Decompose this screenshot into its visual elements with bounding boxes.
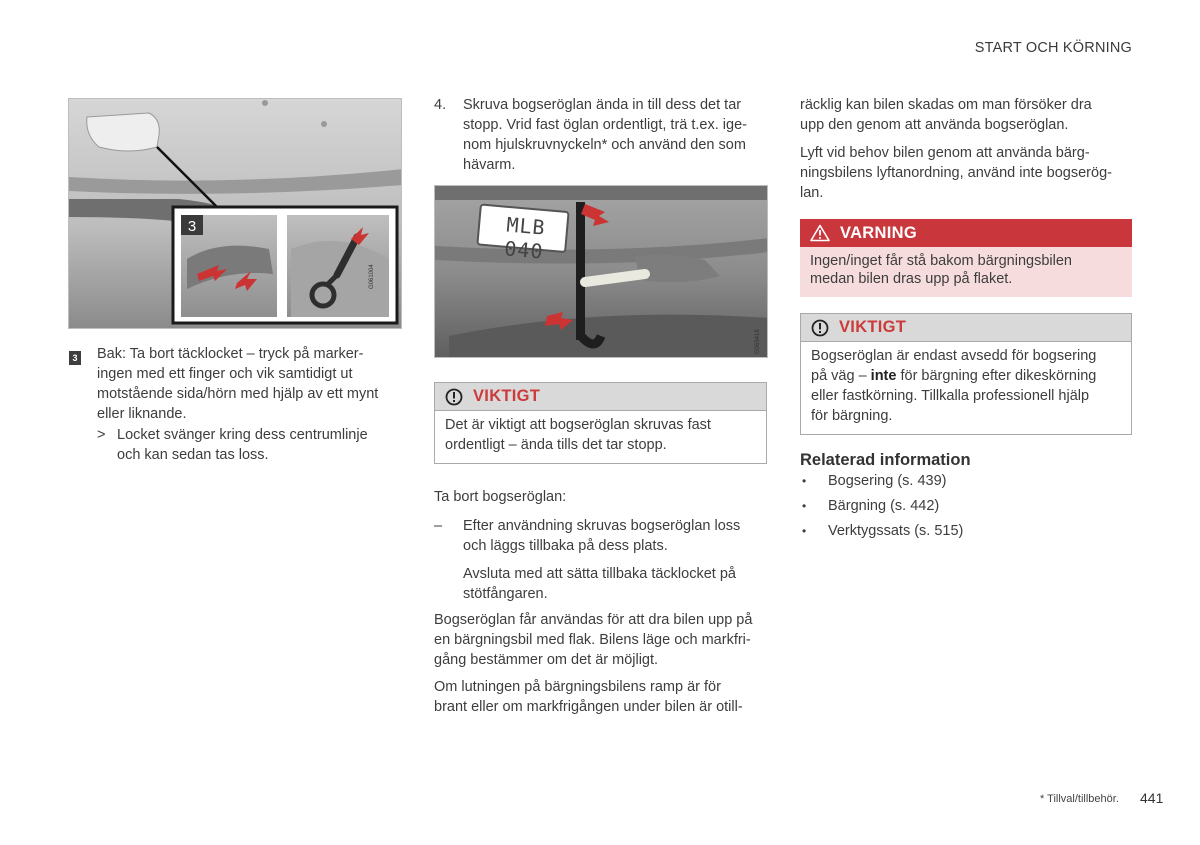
viktigt-title: VIKTIGT: [473, 387, 541, 405]
figure-code: G065418: [755, 329, 761, 354]
varning-body: Ingen/inget får stå bakom bärgningsbilen medan bilen dras upp på flaket.: [800, 247, 1132, 297]
related-info-heading: Relaterad information: [800, 451, 971, 469]
bullet-icon: •: [802, 524, 807, 538]
figure-code: G061004: [369, 264, 375, 289]
paragraph-flatbed: Bogseröglan får användas för att dra bilen upp på en bärgningsbil med flak. Bilens läge och markfri- gång bestämmer om det är möjligt.: [434, 612, 753, 668]
result-marker: >: [97, 427, 106, 443]
step-4-text: Skruva bogseröglan ända in till dess det tar stopp. Vrid fast öglan ordentligt, trä t.ex. ige- nom hjulskruvnyckeln* och använd den som hävarm.: [463, 97, 747, 173]
related-link-bargning[interactable]: • Bärgning (s. 442): [802, 498, 940, 514]
step-4-number: 4.: [434, 97, 447, 113]
bullet-icon: •: [802, 474, 807, 488]
tow-eye-illustration: [435, 186, 768, 358]
paragraph-continued: räcklig kan bilen skadas om man försöker dra upp den genom att använda bogseröglan.: [800, 97, 1092, 133]
step-result-text: Locket svänger kring dess centrumlinje och kan sedan tas loss.: [117, 427, 368, 463]
paragraph-ramp: Om lutningen på bärgningsbilens ramp är för brant eller om markfrigången under bilen är otill-: [434, 679, 743, 715]
varning-title: VARNING: [840, 223, 917, 242]
viktigt-box-1: [434, 382, 767, 464]
related-link-bogsering[interactable]: • Bogsering (s. 439): [802, 473, 947, 489]
remove-heading: Ta bort bogseröglan:: [434, 489, 567, 505]
viktigt-body: Det är viktigt att bogseröglan skruvas fast ordentligt – ända tills det tar stopp.: [445, 417, 711, 453]
varning-box: [800, 219, 1132, 297]
related-info-list: [800, 471, 1130, 546]
footnote: * Tillval/tillbehör.: [1040, 793, 1119, 805]
page-number: 441: [1140, 790, 1164, 806]
rear-bumper-illustration: [69, 99, 402, 329]
remove-dash: –: [434, 518, 443, 534]
section-title: START OCH KÖRNING: [974, 40, 1132, 56]
viktigt-title: VIKTIGT: [839, 318, 907, 336]
tow-eye-figure: [434, 185, 768, 358]
viktigt-header: [435, 383, 766, 411]
remove-step-text: Efter användning skruvas bogseröglan loss och läggs tillbaka på dess plats. Avsluta med att sätta tillbaka täcklocket på stötfångaren.: [463, 518, 741, 602]
inset-number: 3: [187, 218, 197, 235]
viktigt-body: Bogseröglan är endast avsedd för bogsering på väg – inte för bärgning efter dikeskörning eller fastkörning. Tillkalla professionell hjälp för bärgning.: [811, 348, 1097, 424]
paragraph-lift: Lyft vid behov bilen genom att använda bärg- ningsbilens lyftanordning, använd inte bogserög- lan.: [800, 145, 1112, 201]
viktigt-header: [801, 314, 1131, 342]
related-link-verktygssats[interactable]: • Verktygssats (s. 515): [802, 523, 964, 539]
rear-cover-figure: [68, 98, 402, 329]
bullet-icon: •: [802, 499, 807, 513]
viktigt-box-2: [800, 313, 1132, 435]
exclamation-circle-icon: [811, 319, 829, 337]
step-callout-number: 3: [69, 351, 81, 365]
varning-header: [800, 219, 1132, 247]
license-plate: MLB 040: [503, 212, 547, 264]
exclamation-circle-icon: [445, 388, 463, 406]
step-text: Bak: Ta bort täcklocket – tryck på marker- ingen med ett finger och vik samtidigt ut motstående sida/hörn med hjälp av ett mynt eller liknande.: [97, 346, 379, 422]
warning-triangle-icon: [810, 224, 830, 242]
